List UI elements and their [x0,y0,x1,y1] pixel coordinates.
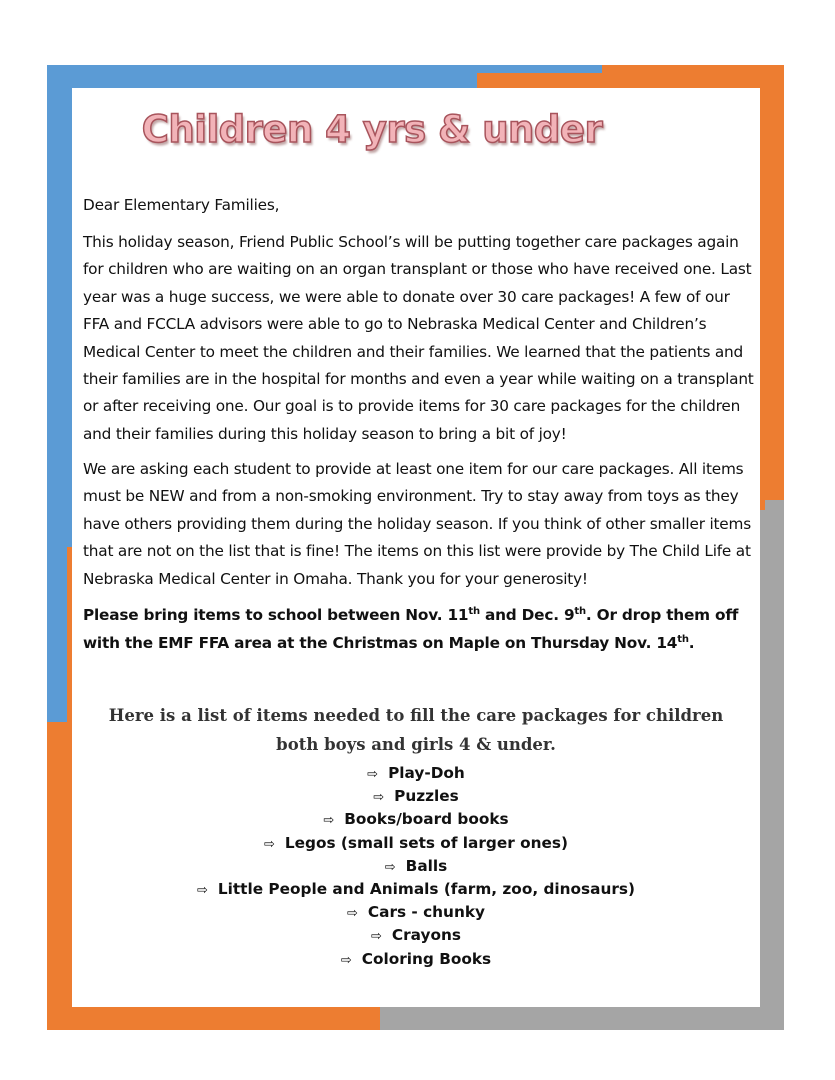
frame-orange-right [760,65,784,500]
list-heading-line-2: both boys and girls 4 & under. [276,734,556,754]
list-item: ⇨ Puzzles [373,787,459,806]
list-item: ⇨ Coloring Books [340,949,492,968]
list-item: ⇨ Little People and Animals (farm, zoo, dinosaurs) [196,879,636,898]
list-heading [72,702,760,759]
frame-blue-top [47,65,477,89]
frame-orange-top [602,65,784,89]
frame-blue-top-step [477,65,602,73]
arrow-icon: ⇨ [370,929,382,945]
list-item: ⇨ Play-Doh [367,764,465,782]
arrow-icon: ⇨ [347,906,358,922]
frame-gray-bottom [380,1007,784,1030]
arrow-icon: ⇨ [196,882,208,898]
frame-blue-left-lower [47,547,67,722]
greeting: Dear Elementary Families, [83,196,280,214]
frame-orange-left [47,722,72,1030]
arrow-icon: ⇨ [373,790,385,806]
list-heading-line-1: Here is a list of items needed to fill the care packages for children [108,706,724,725]
dropoff-instructions: Please bring items to school between Nov. 11th and Dec. 9th. Or drop them off with the EMF FFA area at the Christmas on Maple on Thursday Nov. 14th. [83,605,739,652]
arrow-icon: ⇨ [323,813,335,829]
frame-orange-bottom [47,1007,380,1030]
list-item: ⇨ Books/board books [323,810,509,829]
arrow-icon: ⇨ [264,836,275,852]
paragraph-request: We are asking each student to provide at least one item for our care packages. All items must be NEW and from a non-smoking environment. Try to stay away from toys as they have others providing them during the holiday season. If you think of other smaller items that are not on the list that is fine! The items on this list were provide by The Child Life at Nebraska Medical Center in Omaha. Thank you for your generosity! [83,460,751,588]
arrow-icon: ⇨ [340,952,352,968]
paragraph-intro: This holiday season, Friend Public School’s will be putting together care packages again for children who are waiting on an organ transplant or those who have received one. Last year was a huge success, we were able to donate over 30 care packages! A few of our FFA and FCCLA advisors were able to go to Nebraska Medical Center and Children’s Medical Center to meet the children and their families. We learned that the patients and their families are in the hospital for months and even a year while waiting on a transplant or after receiving one. Our goal is to provide items for 30 care packages for the children and their families during this holiday season to bring a bit of joy! [83,233,754,443]
arrow-icon: ⇨ [384,859,396,875]
frame-gray-right [765,500,784,1030]
frame-orange-top-step [477,73,602,89]
list-item: ⇨ Cars - chunky [347,903,485,922]
frame-blue-left [47,65,72,547]
page-title: Children 4 yrs & under [141,108,603,151]
arrow-icon: ⇨ [367,767,379,782]
frame-gray-right-inner [760,510,765,1030]
list-item: ⇨ Crayons [370,926,461,945]
list-item: ⇨ Balls [384,856,448,875]
items-list [72,762,760,971]
list-item: ⇨ Legos (small sets of larger ones) [264,833,568,852]
